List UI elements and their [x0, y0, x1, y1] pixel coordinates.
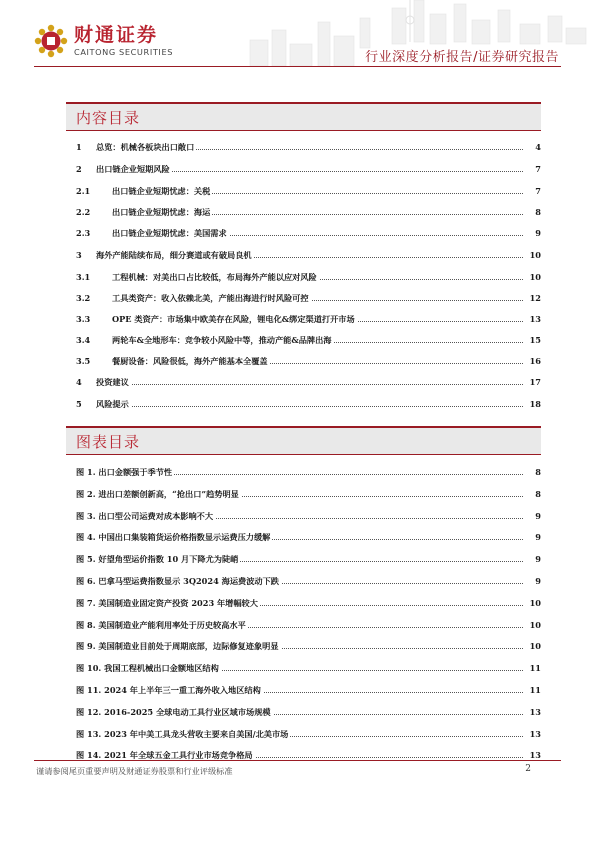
- toc-entry-title: OPE 类资产：市场集中欧美存在风险，锂电化&绑定渠道打开市场: [112, 314, 355, 324]
- toc-heading-underline: [66, 130, 541, 131]
- toc-entry-page: 9: [535, 228, 541, 238]
- figure-entry-title: 图 11. 2024 年上半年三一重工海外收入地区结构: [76, 685, 261, 695]
- toc-entry-page: 18: [529, 399, 541, 409]
- figure-entry-page: 10: [529, 598, 541, 608]
- toc-entry-number: 3.2: [76, 293, 91, 303]
- toc-entry-leader: [96, 384, 523, 385]
- logo-english-name: CAITONG SECURITIES: [74, 47, 174, 57]
- toc-entry-number: 3.4: [76, 335, 91, 345]
- figure-entry[interactable]: [76, 530, 541, 544]
- figure-entry-page: 8: [535, 467, 541, 477]
- figure-entry-title: 图 4. 中国出口集装箱货运价格指数显示运费压力缓解: [76, 532, 271, 542]
- toc-entry[interactable]: [76, 140, 541, 154]
- figure-entry-title: 图 7. 美国制造业固定资产投资 2023 年增幅较大: [76, 598, 258, 608]
- page-number: 2: [525, 764, 531, 774]
- figure-entry-page: 11: [529, 663, 541, 673]
- toc-entry-title: 出口链企业短期忧虑：海运: [112, 207, 211, 217]
- toc-entry-number: 5: [76, 399, 82, 409]
- toc-entry-number: 3: [76, 250, 82, 260]
- figure-entry-title: 图 9. 美国制造业目前处于周期底部，边际修复迹象明显: [76, 641, 279, 651]
- figure-entry[interactable]: [76, 509, 541, 523]
- figures-heading-bar: [66, 426, 541, 454]
- figure-entry[interactable]: [76, 552, 541, 566]
- toc-entry[interactable]: [76, 291, 541, 305]
- figure-entry[interactable]: [76, 596, 541, 610]
- header-divider: [34, 66, 561, 67]
- figure-entry[interactable]: [76, 727, 541, 741]
- figure-entry-page: 13: [529, 750, 541, 760]
- figure-entry[interactable]: [76, 465, 541, 479]
- toc-entry-number: 2.3: [76, 228, 91, 238]
- figure-entry-page: 8: [535, 489, 541, 499]
- toc-entry-page: 10: [529, 272, 541, 282]
- figure-entry-page: 13: [529, 729, 541, 739]
- toc-entry-page: 8: [535, 207, 541, 217]
- toc-entry-title: 餐厨设备：风险很低，海外产能基本全覆盖: [112, 356, 268, 366]
- figure-entry-page: 9: [535, 532, 541, 542]
- toc-entry-page: 15: [529, 335, 541, 345]
- toc-entry-page: 7: [535, 164, 541, 174]
- figure-entry-page: 9: [535, 576, 541, 586]
- caitong-logo-icon: [34, 24, 68, 58]
- toc-entry-number: 3.5: [76, 356, 91, 366]
- toc-entry-title: 工程机械：对美出口占比较低，布局海外产能以应对风险: [112, 272, 317, 282]
- toc-entry-title: 出口链企业短期风险: [96, 164, 170, 174]
- figure-entry-title: 图 14. 2021 年全球五金工具行业市场竞争格局: [76, 750, 253, 760]
- toc-entry-number: 2.2: [76, 207, 91, 217]
- toc-entry-page: 10: [529, 250, 541, 260]
- figure-entry-title: 图 10. 我国工程机械出口金额地区结构: [76, 663, 219, 673]
- figure-entry[interactable]: [76, 705, 541, 719]
- toc-entry[interactable]: [76, 397, 541, 411]
- toc-entry-page: 13: [529, 314, 541, 324]
- figure-entry[interactable]: [76, 618, 541, 632]
- toc-entry[interactable]: [76, 162, 541, 176]
- figure-entry-title: 图 3. 出口型公司运费对成本影响不大: [76, 511, 214, 521]
- figure-entry[interactable]: [76, 639, 541, 653]
- toc-entry-title: 出口链企业短期忧虑：关税: [112, 186, 211, 196]
- footer-divider: [34, 760, 561, 761]
- figure-entry-page: 9: [535, 511, 541, 521]
- toc-entry-title: 投资建议: [96, 377, 129, 387]
- toc-entry-title: 两轮车&全地形车：竞争较小风险中等，推动产能&品牌出海: [112, 335, 332, 345]
- toc-entry-title: 出口链企业短期忧虑：美国需求: [112, 228, 227, 238]
- toc-entry-page: 4: [535, 142, 541, 152]
- figure-entry-title: 图 1. 出口金额强于季节性: [76, 467, 173, 477]
- toc-entry[interactable]: [76, 184, 541, 198]
- toc-entry-number: 3.3: [76, 314, 91, 324]
- figure-entry-title: 图 6. 巴拿马型运费指数显示 3Q2024 海运费波动下跌: [76, 576, 279, 586]
- figure-entry-title: 图 8. 美国制造业产能利用率处于历史较高水平: [76, 620, 246, 630]
- figure-entry-title: 图 5. 好望角型运价指数 10 月下降尤为陡峭: [76, 554, 239, 564]
- toc-entry[interactable]: [76, 333, 541, 347]
- toc-heading-bar: [66, 102, 541, 130]
- figure-entry-title: 图 12. 2016-2025 全球电动工具行业区域市场规模: [76, 707, 271, 717]
- figure-entry-title: 图 2. 进出口差额创新高，“抢出口”趋势明显: [76, 489, 239, 499]
- footer-disclaimer: 谨请参阅尾页重要声明及财通证券股票和行业评级标准: [36, 766, 233, 776]
- toc-entry[interactable]: [76, 248, 541, 262]
- figure-entry-page: 10: [529, 641, 541, 651]
- toc-entry-number: 4: [76, 377, 82, 387]
- toc-entry-page: 17: [529, 377, 541, 387]
- toc-entry-title: 工具类资产：收入依赖北美，产能出海进行时风险可控: [112, 293, 309, 303]
- toc-entry[interactable]: [76, 375, 541, 389]
- figure-entry[interactable]: [76, 487, 541, 501]
- toc-entry-leader: [96, 406, 523, 407]
- figure-entry-page: 9: [535, 554, 541, 564]
- toc-entry[interactable]: [76, 270, 541, 284]
- toc-entry[interactable]: [76, 354, 541, 368]
- toc-entry-page: 7: [535, 186, 541, 196]
- report-type-label: 行业深度分析报告/证券研究报告: [365, 50, 559, 65]
- toc-entry-page: 12: [529, 293, 541, 303]
- toc-entry[interactable]: [76, 205, 541, 219]
- toc-entry-number: 1: [76, 142, 82, 152]
- toc-entry-title: 风险提示: [96, 399, 129, 409]
- toc-entry-page: 16: [529, 356, 541, 366]
- company-logo: [34, 24, 173, 58]
- figure-entry[interactable]: [76, 683, 541, 697]
- toc-entry[interactable]: [76, 312, 541, 326]
- toc-entry-number: 2: [76, 164, 82, 174]
- figure-entry-page: 13: [529, 707, 541, 717]
- figure-entry-page: 11: [529, 685, 541, 695]
- toc-entry-number: 3.1: [76, 272, 91, 282]
- figure-entry-title: 图 13. 2023 年中美工具龙头营收主要来自美国/北美市场: [76, 729, 289, 739]
- figure-entry-page: 10: [529, 620, 541, 630]
- toc-entry-number: 2.1: [76, 186, 91, 196]
- toc-entry-title: 总览：机械各板块出口敞口: [96, 142, 195, 152]
- toc-heading: 内容目录: [76, 109, 141, 127]
- figures-heading-underline: [66, 454, 541, 455]
- figures-heading: 图表目录: [76, 433, 141, 451]
- toc-entry-title: 海外产能陆续布局，细分赛道或有破局良机: [96, 250, 252, 260]
- toc-entry[interactable]: [76, 226, 541, 240]
- figure-entry[interactable]: [76, 574, 541, 588]
- logo-chinese-name: 财通证券: [74, 24, 159, 46]
- figure-entry[interactable]: [76, 661, 541, 675]
